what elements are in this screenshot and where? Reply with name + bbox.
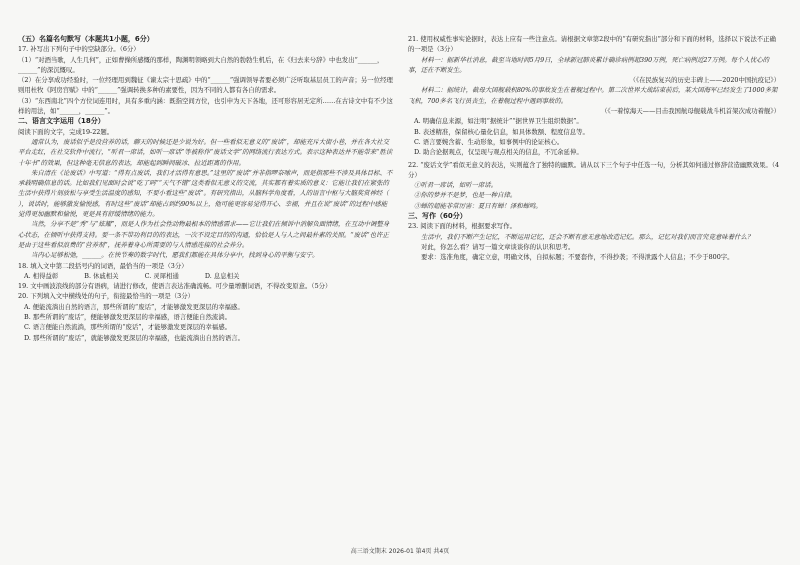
material-1-source: （《在民族复兴的历史丰碑上——2020中国抗疫记》） bbox=[629, 76, 780, 85]
q23-requirements: 要求：选准角度，确定立意，明确文体，自拟标题；不要套作，不得抄袭；不得泄露个人信息；不少于800字。 bbox=[421, 253, 734, 262]
q18-stem: 18. 填入文中第二段括号内的词语，最恰当的一项是（3分） bbox=[18, 261, 188, 270]
q17-item-2: （2）在分享成功经验时，一位经理用到魏征《谏太宗十思疏》中的“______”强调领导者要必须广泛听取基层员工的声音；另一位经理则用杜牧《阿房宫赋》中的“______”强调转换多种的素要性，因为不同的人都有各自的需求。 bbox=[18, 76, 393, 95]
q17-stem: 17. 补写出下列句子中的空缺部分。（6分） bbox=[18, 45, 140, 54]
q17-item-1: （1）“对酒当歌，人生几何”，正如曹操所感慨的那样，陶渊明领略到大自然的勃勃生机后，在《归去来兮辞》中也发出“______，______”的深沉慨叹。 bbox=[18, 55, 384, 74]
q22-item-2: ②你的梦并不是梦，也是一种自律。 bbox=[414, 191, 517, 200]
material-1: 材料一：据新华社消息，截至当地时间5月9日，全球新冠肺炎累计确诊病例超390万例，死亡病例近27万例。每个人忧心的事，还在不断发生。 bbox=[408, 55, 769, 74]
page-footer: 高三语文期末 2026-01 第4页 共4页 bbox=[350, 548, 450, 555]
q21-option-a: A. 明确信息来源，如注明“据统计”“据世界卫生组织数据”。 bbox=[414, 117, 583, 126]
q17-item-3: （3）“东西南北”四个方位词连用时，具有多重内涵：既指空间方位，也引申为天下各地，还可形容居无定所……在古诗文中有不少这样的用法，如“______，______”。 bbox=[18, 96, 393, 116]
q18-option-c: C. 灵犀相通 bbox=[144, 271, 179, 280]
q18-option-a: A. 相得益彰 bbox=[24, 271, 59, 280]
q22-stem: 22. “废话文学”看似无意义的表达，实则蕴含了独特的幽默。请从以下三个句子中任选一句，分析其如何通过修辞营造幽默效果。（4分） bbox=[408, 160, 780, 179]
q21-option-d: D. 助合论据观点，仅呈现与观点相关的信息，不冗余延伸。 bbox=[414, 148, 583, 157]
q18-option-b: B. 休戚相关 bbox=[84, 271, 119, 280]
q18-option-d: D. 息息相关 bbox=[204, 271, 240, 280]
reading-intro: 阅读下面的文字，完成19-22题。 bbox=[18, 127, 114, 136]
q21-option-c: C. 语言要婉含蓄、生动形象，如事例中的论证核心。 bbox=[414, 137, 564, 146]
section-2-title: 二、语言文字运用（18分） bbox=[18, 117, 105, 126]
q22-item-3: ③蝉的超能非常厉害：夏日有蝉！泽和蝉鸣。 bbox=[414, 201, 542, 210]
material-2: 材料二：据统计，截母大国舰载机80%的事故发生在着舰过程中。第二次世界大战结束前后，某大国海军已经发生了1000多架飞机，700多名飞行员丧生，在着舰过程中遇到事故的。 bbox=[408, 86, 778, 105]
passage-paragraph-1: 通常认为，废话似乎是没营养的话，聊天的时候还是少说为好。但一些看似无意义的“废话”，却能充斥大街小巷，并在各大社交平台走红，在社交软件中流行，“听君一席话，如听一席话”等被称作“废话文学”的网络流行表达方式。表示这种表达并不能带来“胜读十年书”的效果，但这种毫无信息的表达，却能起到瞬间破冰、拉近距离的作用。 bbox=[18, 137, 393, 167]
q21-stem: 21. 使用权威性事实论据时，表达上应有一些注意点。请根据文章第2段中的“有研究指出”部分和下面的材料，选择以下说法不正确的一项是（3分） bbox=[408, 35, 776, 54]
left-column bbox=[18, 34, 393, 343]
q20-option-d: D. 那些所谓的“废话”，就能够激发更深层的幸福感，也能流淌出自然的语言。 bbox=[24, 333, 244, 342]
q19-stem: 19. 文中画波浪线的部分有语病，请进行修改，使语言表达准确流畅。可少量增删词语，不得改变原意。（5分） bbox=[18, 282, 332, 291]
section-3-title: 三、写作（60分） bbox=[408, 212, 467, 221]
q23-material: 生活中，我们不断产生记忆，不断运用记忆，还会不断有意无意地改造记忆。那么，记忆对我们而言究竟意味着什么？ bbox=[421, 232, 754, 241]
q20-option-b: B. 那些所谓的“废话”，便能够激发更深层的幸福感，语言便能自然流淌。 bbox=[24, 313, 232, 322]
q23-prompt: 对此，你怎么看？请写一篇文章谈谈你的认识和思考。 bbox=[421, 242, 575, 251]
passage-paragraph-2: 朱自清在《论废话》中写道：“得有点废话，我们才活得有意思。”这里的“废话”并非指啰奈嗦声，而是指那些不涉及具体目标、不承载明确信息的话。比如我们见面时会说“吃了吗”“天气不错”这类看似无意义的交流，其实都有着实质的意义：它能让我们在紧张的生活中获得片刻放松与享受生活温度的感知，不要小看这些“废话”。有研究指出，从脑科学角度看，人的语言中枢与大脑奖赏神经（ ），说话时，能够激发愉悦感，有时这些“废话”却能占到约90%以上，他可能更容易觉得开心、幸福，并且在说“废话”的过程中感能觉得更加幽默和愉悦，更是具有舒缓情绪的能力。 bbox=[18, 168, 393, 219]
section-5-title: （五）名篇名句默写（本题共1小题，6分） bbox=[18, 35, 154, 43]
q23-stem: 23. 阅读下面的材料，根据要求写作。 bbox=[408, 222, 517, 231]
right-column bbox=[408, 34, 780, 263]
q20-stem: 20. 下列填入文中横线处的句子，衔接最恰当的一项是（3分） bbox=[18, 292, 195, 301]
q22-item-1: ①听君一席话，如听一席话。 bbox=[414, 181, 498, 190]
material-2-source: （《一着惊海天——目击我国航母舰载战斗机首架次成功着舰》） bbox=[601, 107, 780, 116]
passage-paragraph-3: 当然，分享不是“秀”与“炫耀”，而是人作为社会性动物最根本的情感需求——它让我们在倾诉中消解负面情绪，在互动中调整身心状态，在倾听中获得支持。要一条不带功利目的的表达，一次不设定目的的沟通，恰恰是人与人之间最朴素的关照。“废话”也许正是由于这些看似浪费的“营养剂”，抚养着身心所需要的与人情感连接的社会养分。 bbox=[18, 220, 390, 249]
q18-options bbox=[24, 271, 393, 281]
q20-option-c: C. 语言便能自然流淌，那些所谓的“废话”，才能够激发更深层的幸福感。 bbox=[24, 323, 231, 332]
passage-paragraph-4: 当内心足够松弛，______。在快节奏的数字时代，愿我们都能在具体分享中，找到身心的平衡与安宁。 bbox=[31, 251, 319, 260]
q20-option-a: A. 便能流淌出自然的语言，那些所谓的“废话”，才能够激发更深层的幸福感。 bbox=[24, 302, 244, 311]
q21-option-b: B. 表述精准，保留核心量化信息，如具体数额、程度信息等。 bbox=[414, 127, 589, 136]
